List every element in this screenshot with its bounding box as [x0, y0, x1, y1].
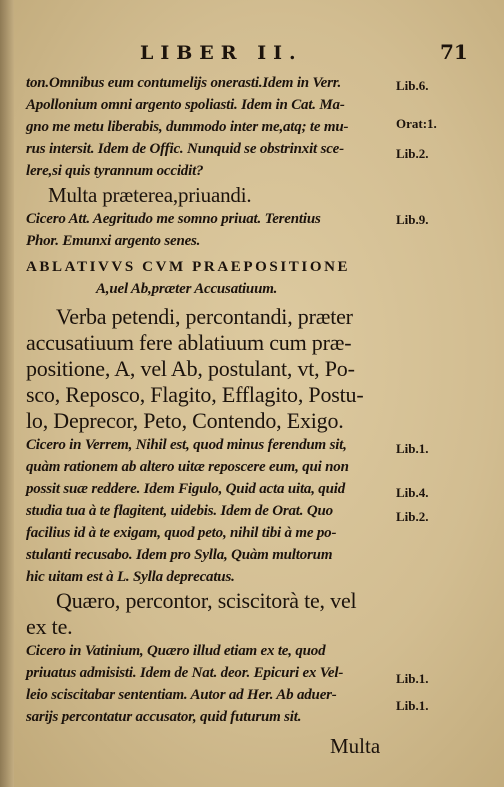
section-subheading: A,uel Ab,præter Accusatiuum.	[96, 281, 278, 297]
text-line: Cicero in Verrem, Nihil est, quod minus ferendum sit,	[26, 437, 347, 453]
text-line: sco, Reposco, Flagito, Efflagito, Postu-	[26, 382, 364, 407]
rule-heading: Multa præterea,priuandi.	[48, 183, 252, 207]
text-line: possit suæ reddere. Idem Figulo, Quid acta uita, quid	[26, 481, 346, 497]
section-heading: ABLATIVVS CVM PRAEPOSITIONE	[26, 259, 351, 275]
text-line: facilius id à te exigam, quod peto, nihil tibi à me po-	[26, 525, 337, 541]
text-line: ex te.	[26, 614, 73, 639]
margin-reference: Lib.2.	[396, 509, 429, 524]
text-line: rus intersit. Idem de Offic. Nunquid se obstrinxit sce-	[26, 141, 344, 157]
catchword: Multa	[330, 734, 381, 758]
gutter-shadow	[0, 0, 14, 787]
text-line: Quæro, percontor, sciscitorà te, vel	[56, 588, 357, 613]
running-head: LIBER II.	[140, 42, 303, 64]
text-line: stulanti recusabo. Idem pro Sylla, Quàm multorum	[26, 547, 333, 563]
margin-reference: Lib.6.	[396, 78, 429, 93]
margin-reference: Lib.2.	[396, 146, 429, 161]
margin-reference: Lib.1.	[396, 671, 429, 686]
text-line: Phor. Emunxi argento senes.	[26, 233, 201, 249]
text-line: hic uitam est à L. Sylla deprecatus.	[26, 569, 235, 585]
text-line: priuatus admisisti. Idem de Nat. deor. Epicuri ex Vel-	[26, 665, 344, 681]
text-line: sarijs percontatur accusator, quid futurum sit.	[26, 709, 302, 725]
text-line: gno me metu liberabis, dummodo inter me,atq; te mu-	[26, 119, 349, 135]
text-line: lo, Deprecor, Peto, Contendo, Exigo.	[26, 408, 344, 433]
text-line: accusatiuum fere ablatiuum cum præ-	[26, 330, 352, 355]
text-line: studia tua à te flagitent, uidebis. Idem de Orat. Quo	[26, 503, 333, 519]
text-line: positione, A, vel Ab, postulant, vt, Po-	[26, 356, 355, 381]
text-line: lere,si quis tyrannum occidit?	[26, 163, 204, 179]
margin-reference: Lib.9.	[396, 212, 429, 227]
margin-reference: Lib.1.	[396, 441, 429, 456]
text-line: Cicero in Vatinium, Quæro illud etiam ex te, quod	[26, 643, 326, 659]
margin-reference: Lib.4.	[396, 485, 429, 500]
text-line: leio sciscitabar sententiam. Autor ad Her. Ab aduer-	[26, 687, 337, 703]
text-line: ton.Omnibus eum contumelijs onerasti.Idem in Verr.	[26, 75, 342, 91]
text-line: Apollonium omni argento spoliasti. Idem in Cat. Ma-	[26, 97, 345, 113]
text-line: Cicero Att. Aegritudo me somno priuat. Terentius	[26, 211, 321, 227]
margin-reference: Orat:1.	[396, 116, 437, 131]
margin-reference: Lib.1.	[396, 698, 429, 713]
text-line: quàm rationem ab altero uitæ reposcere eum, qui non	[26, 459, 349, 475]
page-number: 71	[440, 40, 468, 64]
page-header	[0, 40, 504, 66]
body-text	[26, 72, 394, 728]
text-line: Verba petendi, percontandi, præter	[56, 304, 353, 329]
